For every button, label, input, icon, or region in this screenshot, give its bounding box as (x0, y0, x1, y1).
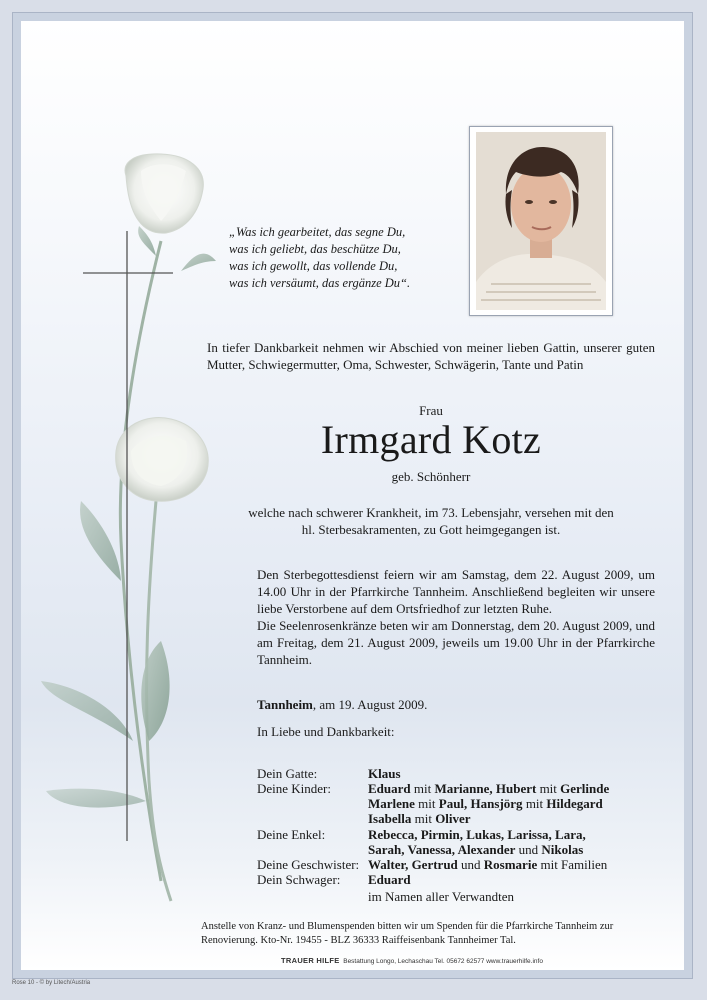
family-label-siblings: Deine Geschwister: (257, 857, 360, 872)
rosary-text: Die Seelenrosenkränze beten wir am Donnerstag, dem 20. August 2009, und am Freitag, dem 21. August 2009, jeweils um 19.00 Uhr in der Pfarrkirche Tannheim. (257, 618, 655, 667)
family-label-children: Deine Kinder: (257, 781, 332, 796)
place-date-text: , am 19. August 2009. (312, 697, 428, 712)
quote-line: was ich versäumt, das ergänze Du“. (229, 276, 411, 290)
salutation: Frau (419, 403, 443, 418)
family-grandchildren-row: Sarah, Vanessa, Alexander und Nikolas (368, 842, 584, 857)
image-credit: Rose 10 - © by Litech/Austria (12, 980, 91, 986)
passing-line: hl. Sterbesakramenten, zu Gott heimgegangen ist. (301, 522, 561, 537)
family-grandchildren-row: Rebecca, Pirmin, Lukas, Larissa, Lara, (368, 827, 586, 842)
page-frame (12, 12, 693, 979)
quote-line: was ich gewollt, das vollende Du, (229, 259, 398, 273)
quote-line: was ich geliebt, das beschütze Du, (229, 242, 401, 256)
family-children-row: Isabella mit Oliver (368, 811, 471, 826)
place-date (257, 697, 427, 713)
deceased-name: Irmgard Kotz (320, 417, 542, 462)
family-siblings: Walter, Gertrud und Rosmarie mit Familien (368, 857, 608, 872)
portrait-frame (469, 126, 613, 316)
donation-line: Renovierung. Kto-Nr. 19455 - BLZ 36333 Raiffeisenbank Tannheimer Tal. (201, 935, 516, 946)
footer-brand: TRAUER HILFE (281, 956, 340, 965)
family-label-grandchildren: Deine Enkel: (257, 827, 326, 842)
footer (281, 956, 543, 965)
donation-note (201, 920, 661, 948)
family-children-row: Marlene mit Paul, Hansjörg mit Hildegard (368, 796, 603, 811)
obituary-paper (21, 21, 684, 970)
funeral-service-text: Den Sterbegottesdienst feiern wir am Samstag, dem 22. August 2009, um 14.00 Uhr in der Pfarrkirche Tannheim. Anschließend begleiten wir unsere liebe Verstorbene auf dem Ortsfriedhof zur letzten Ruhe. (257, 567, 655, 616)
family-brotherinlaw: Eduard (368, 872, 411, 887)
family-label-brotherinlaw: Dein Schwager: (257, 872, 341, 887)
place-town: Tannheim (257, 697, 313, 712)
quote-line: „Was ich gearbeitet, das segne Du, (229, 225, 406, 239)
family-spouse: Klaus (368, 766, 401, 781)
greeting: In Liebe und Dankbarkeit: (257, 724, 395, 739)
footer-text: Bestattung Longo, Lechaschau Tel. 05672 62577 www.trauerhilfe.info (343, 958, 543, 965)
portrait-icon (476, 132, 606, 310)
passing-line: welche nach schwerer Krankheit, im 73. Lebensjahr, versehen mit den (248, 505, 614, 520)
rose-icon (21, 21, 261, 970)
family-children-row: Eduard mit Marianne, Hubert mit Gerlinde (368, 781, 610, 796)
portrait-photo (476, 132, 606, 310)
family-relatives: im Namen aller Verwandten (368, 889, 514, 904)
donation-line: Anstelle von Kranz- und Blumenspenden bitten wir um Spenden für die Pfarrkirche Tannheim zur (201, 921, 614, 932)
bible-quote (229, 224, 459, 292)
passing-text (206, 504, 656, 538)
maiden-name: geb. Schönherr (391, 469, 471, 484)
rose-illustration (21, 21, 261, 970)
intro-text: In tiefer Dankbarkeit nehmen wir Abschied von meiner lieben Gattin, unserer guten Mutter, Schwiegermutter, Oma, Schwester, Schwägerin, Tante und Patin (207, 340, 655, 372)
family-label-spouse: Dein Gatte: (257, 766, 318, 781)
